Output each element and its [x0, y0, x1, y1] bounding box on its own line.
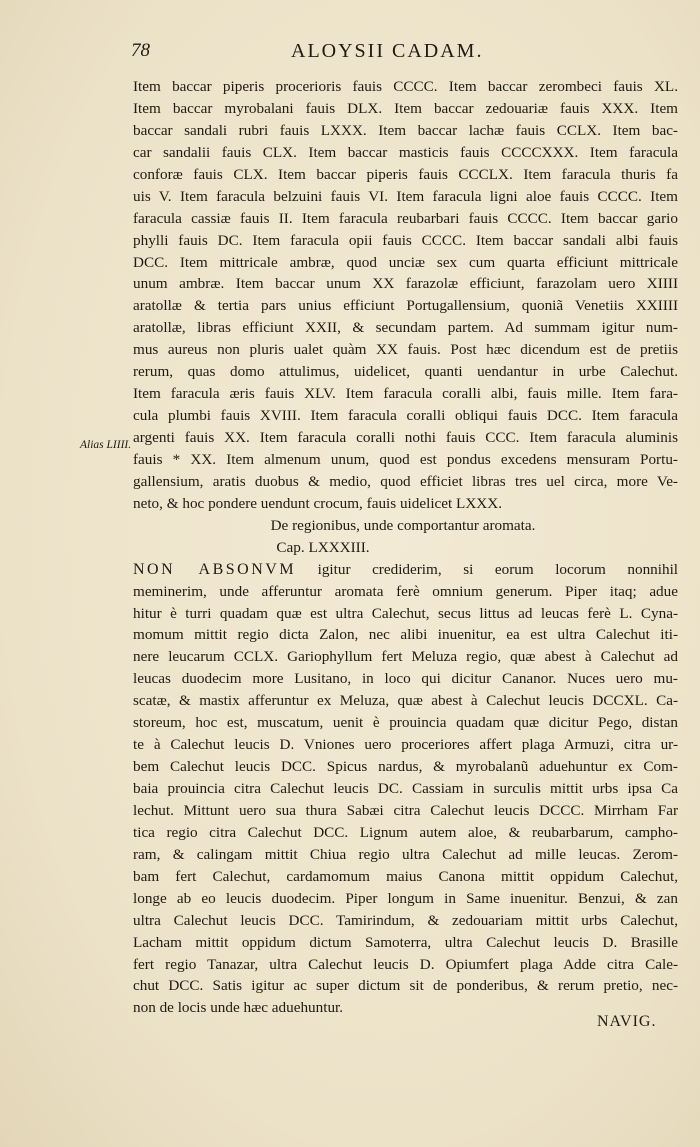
text-line: Item baccar myrobalani fauis DLX. Item baccar zedouariæ fauis XXX. Item: [133, 99, 678, 117]
text-line: hitur è turri quadam quæ est ultra Calechut, secus littus ad leucas ferè L. Cyna-: [133, 604, 678, 622]
text-line: faracula cassiæ fauis II. Item faracula reubarbari fauis CCCC. Item baccar gario: [133, 209, 678, 227]
text-line: non de locis unde hæc aduehuntur.: [133, 999, 344, 1017]
text-line: conforæ fauis CLX. Item baccar piperis fauis CCCLX. Item faracula thuris fa: [133, 165, 678, 183]
text-line: neto, & hoc pondere uendunt crocum, fauis uidelicet LXXX.: [133, 494, 503, 512]
chapter-number: Cap. LXXXIII.: [276, 538, 370, 556]
text-line: gallensium, aratis duobus & medio, quod efficiet libras tres uel circa, more Ve-: [133, 472, 678, 490]
text-line: Lacham mittit oppidum dictum Samoterra, ultra Calechut leucis D. Brasille: [133, 933, 678, 951]
text-line: tica regio citra Calechut DCC. Lignum autem aloe, & reubarbarum, campho-: [133, 823, 678, 841]
chapter-title: De regionibus, unde comportantur aromata.: [270, 516, 536, 534]
text-line: phylli fauis DC. Item faracula opii fauis CCCC. Item baccar sandali albi fauis: [133, 231, 678, 249]
text-line: aratollæ & tertia pars unius efficiunt Portugallensium, quoniã Venetiis XXIIII: [133, 297, 678, 315]
text-line: ultra Calechut leucis DCC. Tamirindum, & zedouariam mittit urbs Calechut,: [133, 911, 678, 929]
text-line: bam fert Calechut, cardamomum maius Canona mittit oppidum Calechut,: [133, 867, 678, 885]
text-line: rerum, quas domo attulimus, uidelicet, quanti uendantur in urbe Calechut.: [133, 363, 678, 381]
text-line: ram, & calingam mittit Chiua regio ultra Calechut ad mille leucas. Zerom-: [133, 845, 678, 863]
text-line: chut DCC. Satis igitur ac super dictum sit de ponderibus, & rerum pretio, nec-: [133, 977, 678, 995]
text-line: momum mittit regio dicta Zalon, nec alibi inuenitur, ea est ultra Calechut iti-: [133, 626, 678, 644]
text-line: DCC. Item mittricale ambræ, quod unciæ sex cum quarta efficiunt mittricale: [133, 253, 678, 271]
paragraph-regions: [133, 581, 678, 1020]
text-line: baia prouincia citra Calechut leucis DC. Cassiam in surculis mittit urbs ipsa Ca: [133, 780, 678, 797]
text-line: longe ab eo leucis duodecim. Piper longum in Same inuenitur. Benzui, & zan: [133, 889, 678, 907]
paragraph-prices: [133, 76, 678, 515]
initial-caps: NON ABSONVM: [133, 560, 297, 578]
text-line: te à Calechut leucis D. Vniones uero proceriores affert plaga Armuzi, citra ur-: [133, 736, 678, 754]
text-block: [133, 76, 678, 1019]
running-head: ALOYSII CADAM.: [291, 40, 484, 62]
text-line: unum ambræ. Item baccar unum XX farazolæ efficiunt, farazolam uero XIIII: [133, 275, 678, 293]
text-line: scatæ, & mastix afferuntur ex Meluza, quæ abest à Calechut leucis DCCXL. Ca-: [133, 692, 678, 710]
text-line: car sandalii fauis CLX. Item baccar masticis fauis CCCCXXX. Item faracula: [133, 143, 678, 161]
page-number: 78: [131, 40, 150, 61]
text-line: baccar sandali rubri fauis LXXX. Item baccar lachæ fauis CCLX. Item bac-: [133, 121, 678, 139]
marginal-note: Alias LIIII.: [80, 439, 132, 451]
text-line: fert regio Tanazar, ultra Calechut leucis D. Opiumfert plaga Adde citra Cale-: [133, 955, 678, 973]
text-line: meminerim, unde afferuntur aromata ferè omnium generum. Piper itaq; adue: [133, 582, 678, 600]
text-line: argenti fauis XX. Item faracula coralli nothi fauis CCC. Item faracula aluminis: [133, 429, 678, 446]
text-line: mus aureus non pluris ualet quàm XX fauis. Post hæc dicendum est de pretiis: [133, 341, 678, 359]
text-line: uis V. Item faracula belzuini fauis VI. Item faracula ligni aloe fauis CCCC. Item: [133, 187, 678, 205]
text-line: cula plumbi fauis XVIII. Item faracula coralli obliqui fauis DCC. Item faracula: [133, 407, 678, 425]
text-line: nere leucarum CCLX. Gariophyllum fert Meluza regio, quæ abest à Calechut ad: [133, 648, 678, 666]
first-line-rest: igitur crediderim, si eorum locorum nonnihil: [296, 560, 678, 578]
text-line: storeum, hoc est, muscatum, uenit è prouincia quadam quæ dicitur Pego, distan: [133, 714, 678, 732]
text-line: bem Calechut leucis DCC. Spicus nardus, & myrobalanũ aduehuntur ex Com-: [133, 758, 678, 776]
page-header: [131, 40, 676, 70]
text-line: leucas duodecim more Lusitano, in loco qui dicitur Cananor. Nuces uero mu-: [133, 670, 678, 688]
text-line: fauis * XX. Item almenum unum, quod est pondus excedens mensuram Portu-: [133, 450, 678, 468]
catchword: NAVIG.: [597, 1013, 657, 1030]
text-line: Item faracula æris fauis XLV. Item faracula coralli albi, fauis mille. Item fara-: [133, 385, 678, 403]
text-line: Item baccar piperis procerioris fauis CCCC. Item baccar zerombeci fauis XL.: [133, 78, 678, 95]
text-line: lechut. Mittunt uero sua thura Sabæi citra Calechut leucis DCCC. Mirrham Far: [133, 801, 678, 819]
text-line: aratollæ, libras efficiunt XXII, & secundam partem. Ad summam igitur num-: [133, 319, 678, 337]
chapter-first-line: [133, 559, 678, 581]
